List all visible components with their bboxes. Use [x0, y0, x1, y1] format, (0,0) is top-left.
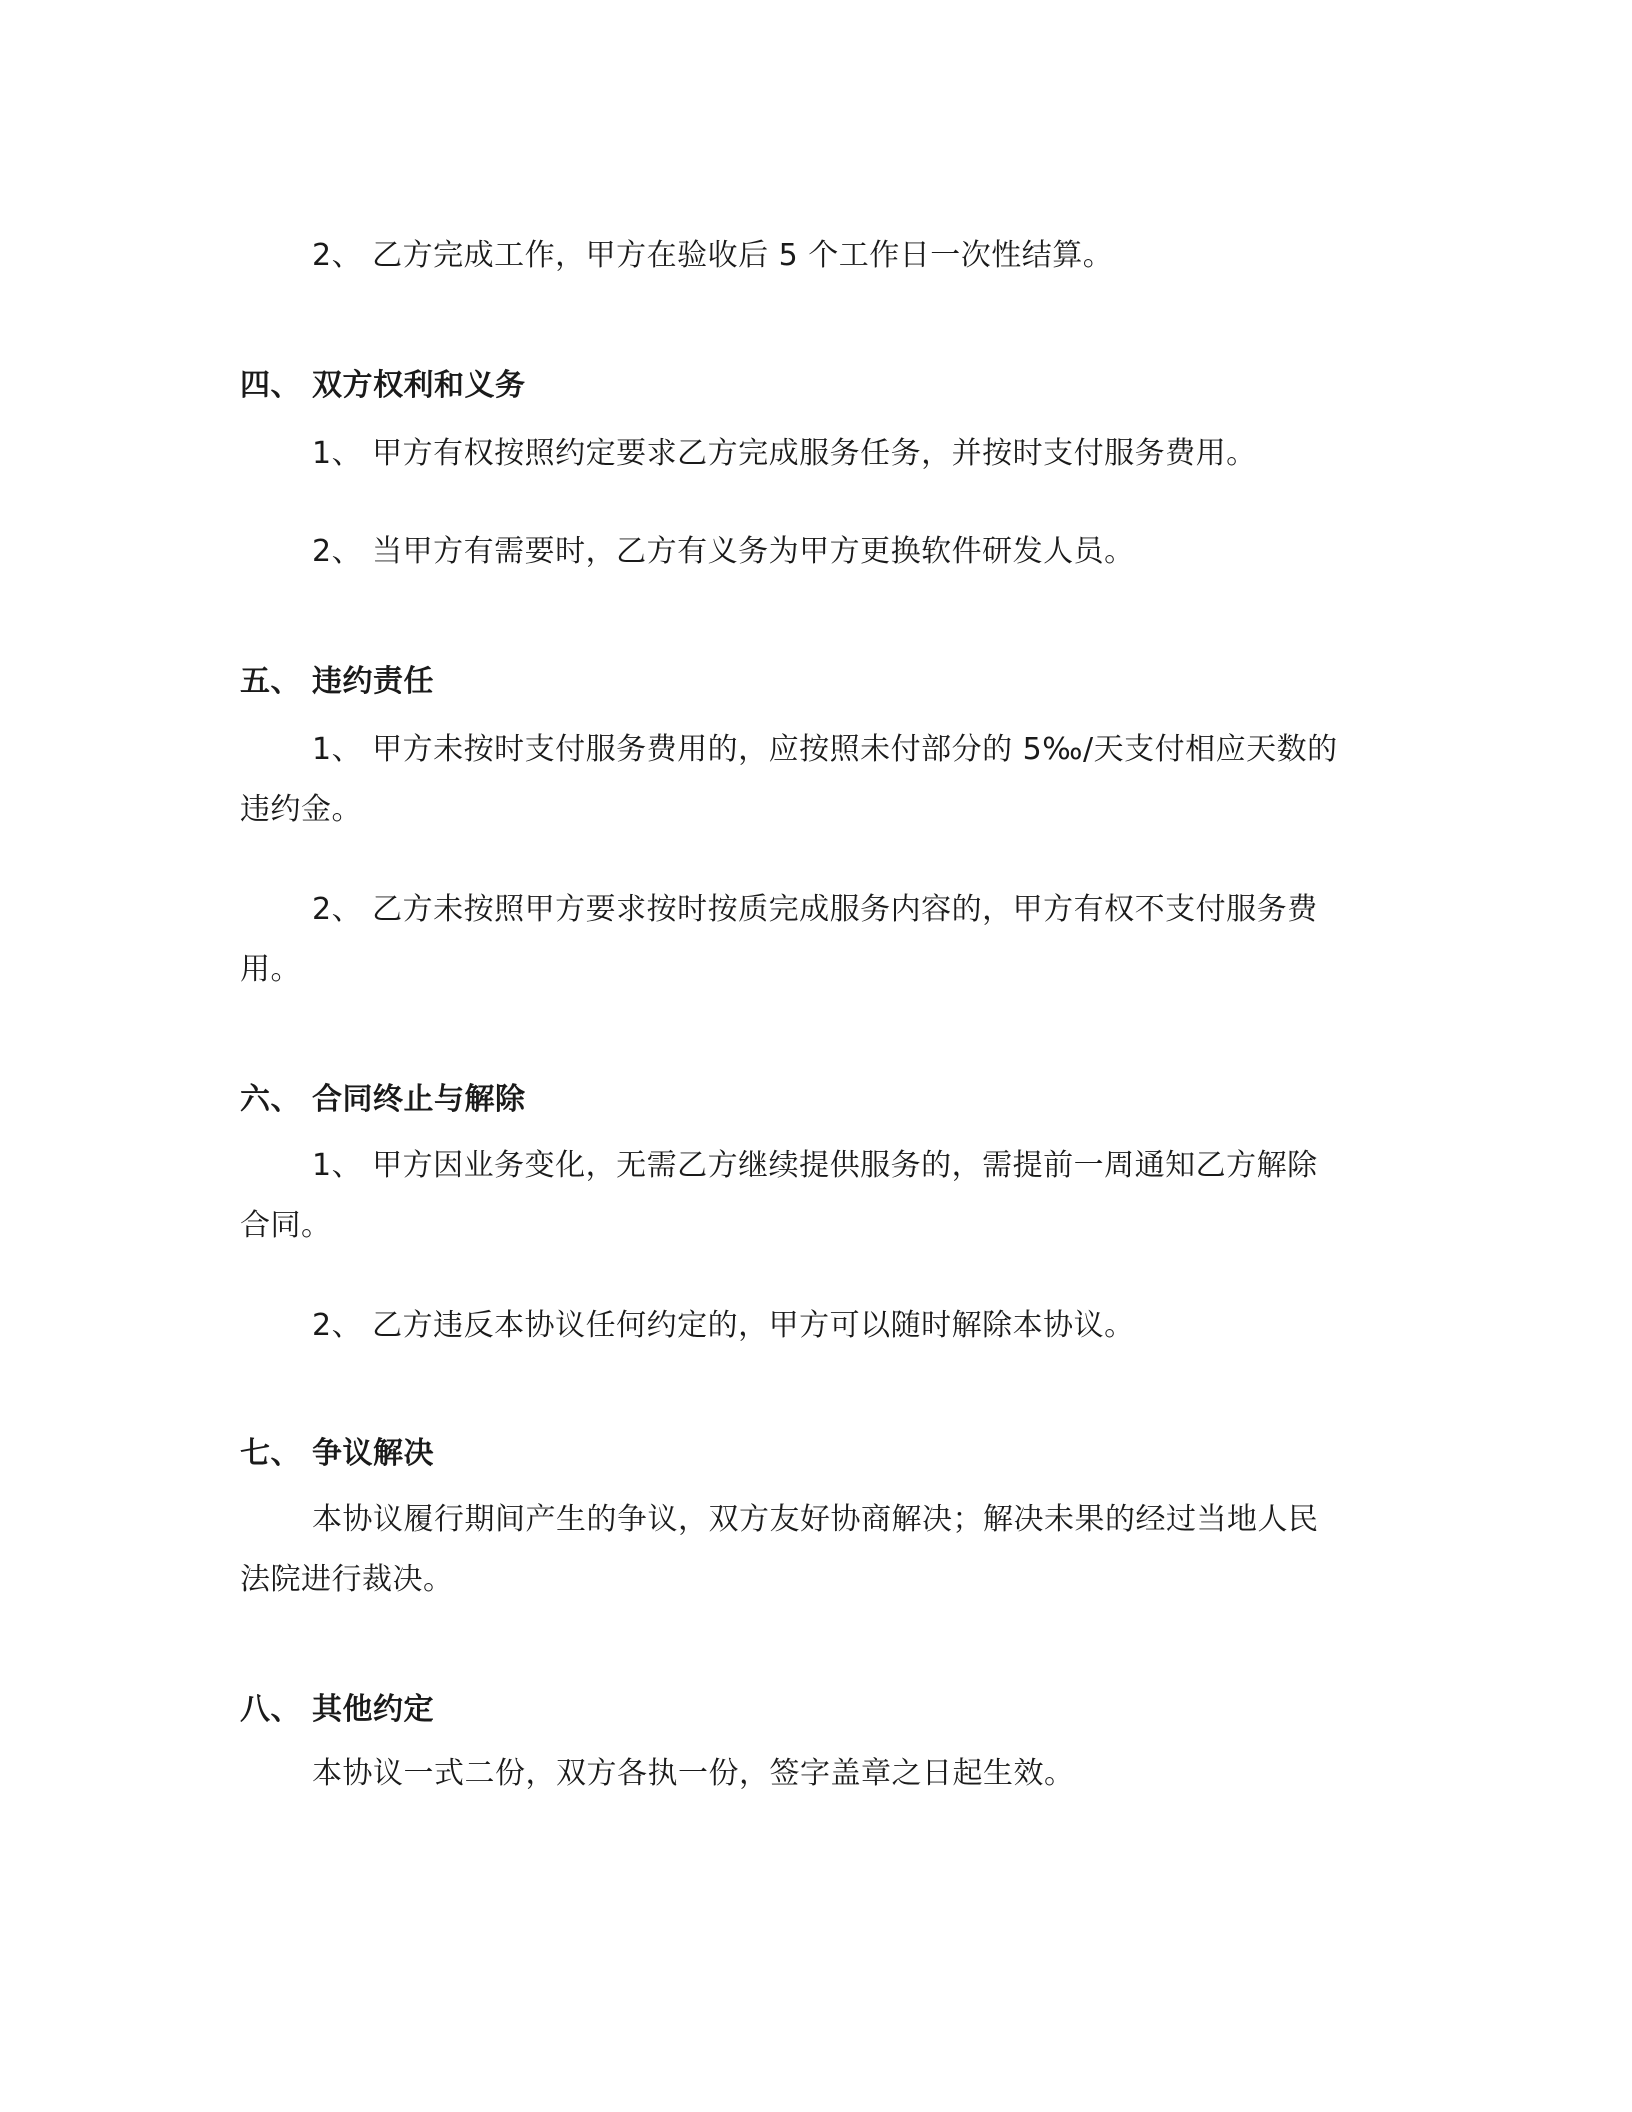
clause-4-2: 2、 当甲方有需要时，乙方有义务为甲方更换软件研发人员。: [312, 534, 1135, 569]
clause-5-1-continued: 违约金。: [240, 792, 362, 827]
clause-5-2-continued: 用。: [240, 952, 301, 987]
clause-7-text: 本协议履行期间产生的争议，双方友好协商解决；解决未果的经过当地人民: [312, 1502, 1319, 1537]
clause-5-2: 2、 乙方未按照甲方要求按时按质完成服务内容的，甲方有权不支付服务费: [312, 892, 1318, 927]
section-heading-4: 四、 双方权利和义务: [240, 368, 526, 403]
clause-3-2: 2、 乙方完成工作，甲方在验收后 5 个工作日一次性结算。: [312, 238, 1114, 273]
section-heading-8: 八、 其他约定: [240, 1692, 434, 1727]
section-heading-7: 七、 争议解决: [240, 1436, 434, 1471]
clause-6-1-continued: 合同。: [240, 1208, 332, 1243]
clause-6-1: 1、 甲方因业务变化，无需乙方继续提供服务的，需提前一周通知乙方解除: [312, 1148, 1318, 1183]
clause-4-1: 1、 甲方有权按照约定要求乙方完成服务任务，并按时支付服务费用。: [312, 436, 1257, 471]
clause-5-1: 1、 甲方未按时支付服务费用的，应按照未付部分的 5‰/天支付相应天数的: [312, 732, 1338, 767]
clause-8-text: 本协议一式二份，双方各执一份，签字盖章之日起生效。: [312, 1756, 1075, 1791]
clause-6-2: 2、 乙方违反本协议任何约定的，甲方可以随时解除本协议。: [312, 1308, 1135, 1343]
section-heading-6: 六、 合同终止与解除: [240, 1082, 526, 1117]
clause-7-text-continued: 法院进行裁决。: [240, 1562, 454, 1597]
section-heading-5: 五、 违约责任: [240, 664, 434, 699]
